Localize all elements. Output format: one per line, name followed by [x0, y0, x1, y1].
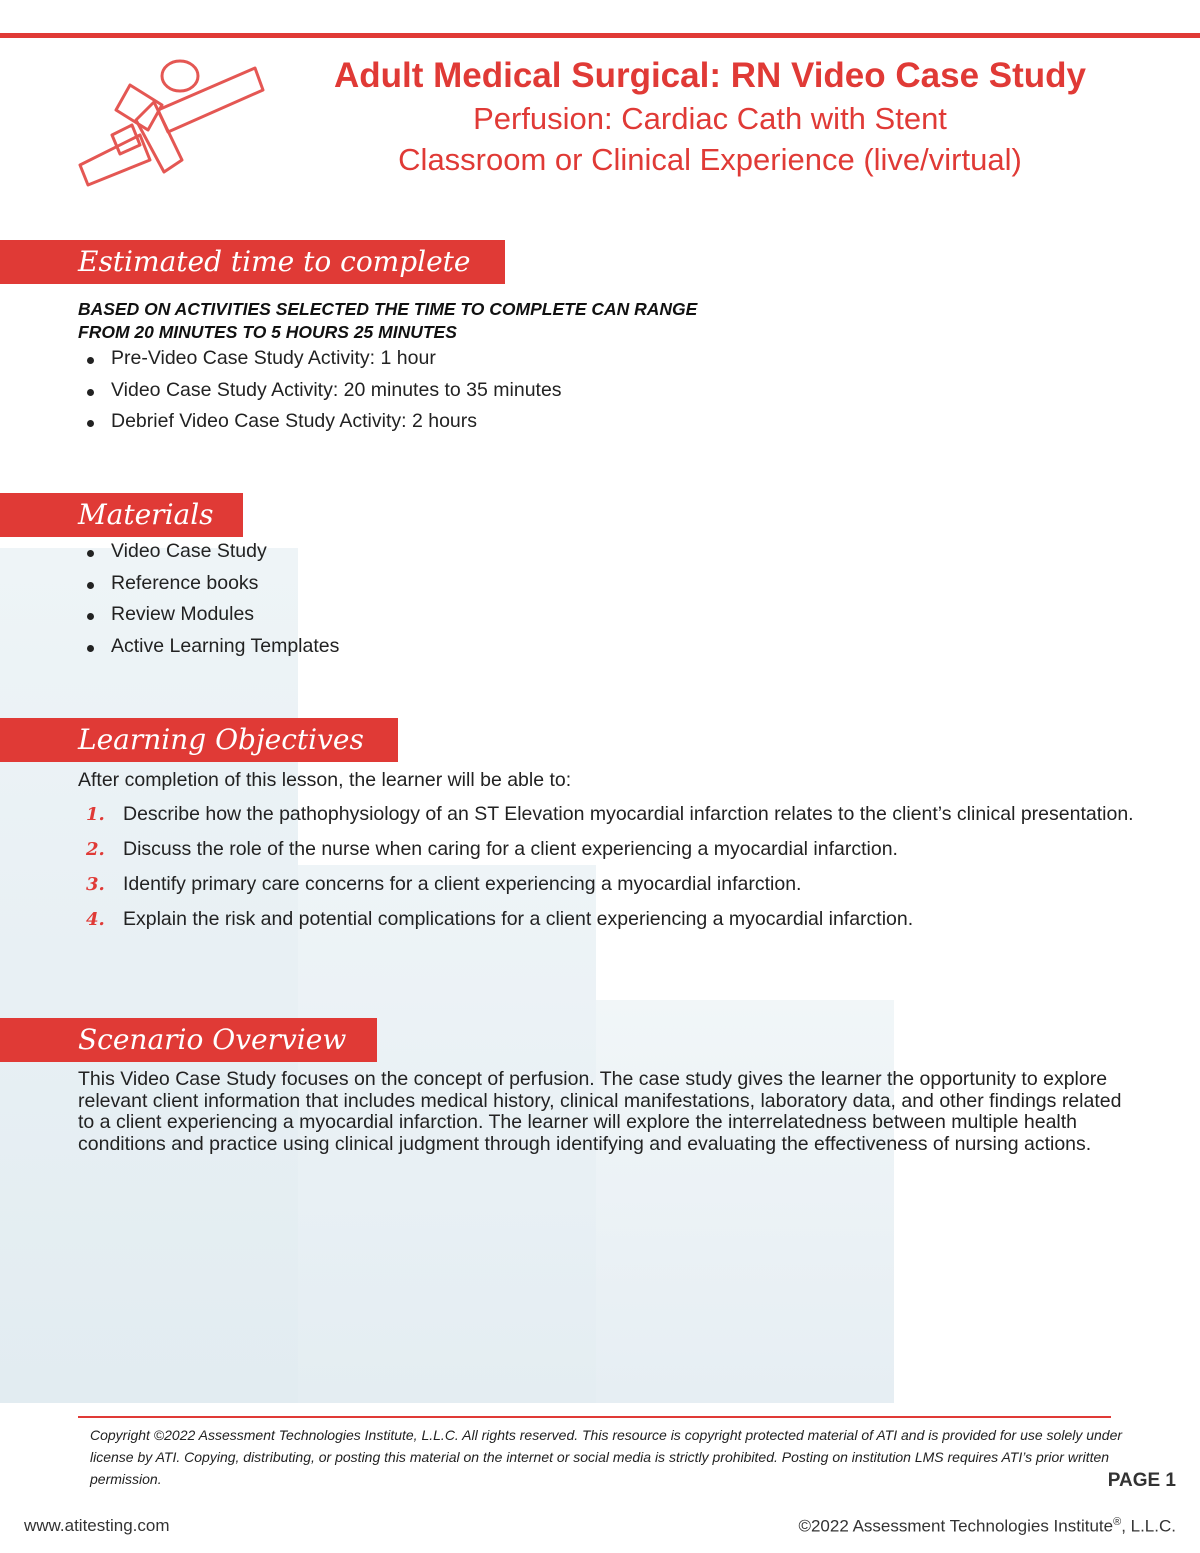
time-range-note: BASED ON ACTIVITIES SELECTED THE TIME TO COMPLETE CAN RANGE FROM 20 MINUTES TO 5 HOURS 25 MINUTES	[78, 299, 698, 342]
list-item: Debrief Video Case Study Activity: 2 hours	[78, 406, 562, 438]
document-setting: Classroom or Clinical Experience (live/virtual)	[398, 142, 1022, 177]
footer-rule	[78, 1416, 1111, 1418]
materials-list	[78, 536, 339, 662]
list-item: Reference books	[78, 568, 339, 600]
background-panel	[0, 548, 298, 1403]
objectives-intro: After completion of this lesson, the learner will be able to:	[78, 769, 572, 791]
objective-item: 1. Describe how the pathophysiology of an ST Elevation myocardial infarction relates to the client’s clinical presentation.	[86, 803, 1134, 825]
objectives-list	[78, 802, 1138, 942]
top-accent-rule	[0, 33, 1200, 38]
list-item: Video Case Study	[78, 536, 339, 568]
list-item: Pre-Video Case Study Activity: 1 hour	[78, 343, 562, 375]
company-credit: ©2022 Assessment Technologies Institute®, L.L.C.	[798, 1516, 1176, 1536]
document-subtitle: Perfusion: Cardiac Cath with Stent	[473, 101, 947, 136]
objective-number: 4.	[86, 909, 105, 930]
page-number: PAGE 1	[1107, 1470, 1176, 1491]
background-panel	[596, 1000, 894, 1403]
website-link[interactable]: www.atitesting.com	[24, 1516, 170, 1535]
ati-figure-logo-icon	[70, 50, 270, 190]
time-activity-list	[78, 343, 562, 438]
scenario-paragraph: This Video Case Study focuses on the concept of perfusion. The case study gives the learner the opportunity to explore relevant client information that includes medical history, clinical manifestations, laboratory data, and other findings related to a client experiencing a myocardial infarction. The learner will explore the interrelatedness between multiple health conditions and practice using clinical judgment through identifying and evaluating the effectiveness of nursing actions.	[78, 1068, 1122, 1155]
section-heading-materials: Materials	[0, 493, 243, 537]
list-item: Video Case Study Activity: 20 minutes to 35 minutes	[78, 375, 562, 407]
copyright-notice: Copyright ©2022 Assessment Technologies Institute, L.L.C. All rights reserved. This resource is copyright protected material of ATI and is provided for use solely under license by ATI. Copying, distributing, or posting this material on the internet or social media is strictly prohibited. Posting on institution LMS requires ATI’s prior written permission.	[90, 1427, 1123, 1487]
objective-number: 2.	[86, 839, 105, 860]
section-heading-learning-objectives: Learning Objectives	[0, 718, 398, 762]
list-item: Active Learning Templates	[78, 631, 339, 663]
objective-item: 4. Explain the risk and potential complications for a client experiencing a myocardial infarction.	[86, 908, 914, 930]
objective-number: 1.	[86, 804, 105, 825]
document-header	[280, 54, 1140, 180]
list-item: Review Modules	[78, 599, 339, 631]
objective-number: 3.	[86, 874, 105, 895]
objective-item: 2. Discuss the role of the nurse when caring for a client experiencing a myocardial infarction.	[86, 838, 898, 860]
section-heading-estimated-time: Estimated time to complete	[0, 240, 505, 284]
objective-item: 3. Identify primary care concerns for a client experiencing a myocardial infarction.	[86, 873, 802, 895]
document-title: Adult Medical Surgical: RN Video Case Study	[333, 56, 1086, 95]
section-heading-scenario-overview: Scenario Overview	[0, 1018, 377, 1062]
